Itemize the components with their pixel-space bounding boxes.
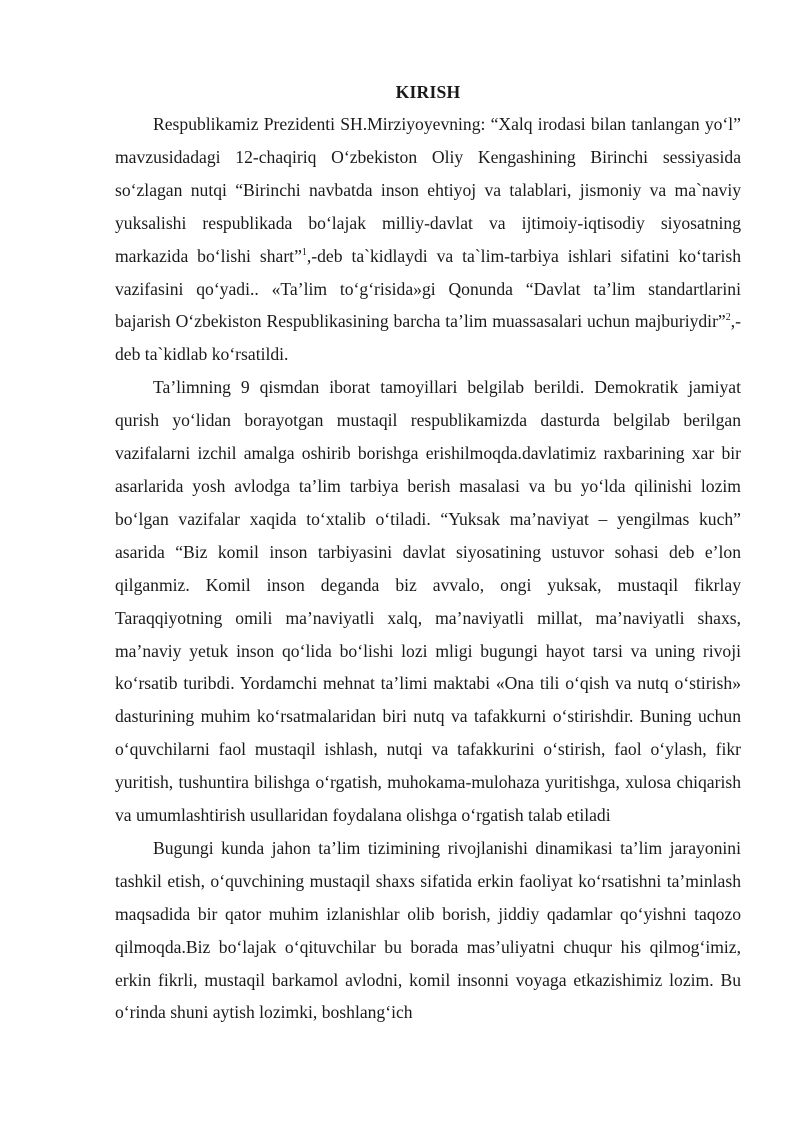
paragraph-intro — [115, 108, 741, 371]
paragraph-intro-text-b: ,-deb ta`kidlaydi va ta`lim-tarbiya ishlari sifatini ko‘tarish vazifasini qo‘yadi.. «Ta’lim to‘g‘risida»gi Qonunda “Davlat ta’lim standartlarini bajarish O‘zbekiston Respublikasining barcha ta’lim muassasalari uchun majburiydir” — [115, 245, 741, 332]
page-title: KIRISH — [395, 82, 461, 102]
paragraph-intro-text-c: ,- deb ta`kidlab ko‘rsatildi. — [115, 311, 741, 365]
footnote-ref-2[interactable]: 2 — [725, 312, 731, 324]
paragraph-intro-text-a: Respublikamiz Prezidenti SH.Mirziyoyevning: “Xalq irodasi bilan tanlangan yo‘l” mavzusidadagi 12-chaqiriq O‘zbekiston Oliy Kengashining Birinchi sessiyasida so‘zlagan nutqi “Birinchi navbatda inson ehtiyoj va talablari, jismoniy va ma`naviy yuksalishi respublikada bo‘lajak milliy-davlat va ijtimoiy-iqtisodiy siyosatning markazida bo‘lishi shart” — [115, 114, 741, 266]
document-page — [115, 76, 741, 1029]
paragraph-today: Bugungi kunda jahon ta’lim tizimining rivojlanishi dinamikasi ta’lim jarayonini tashkil etish, o‘quvchining mustaqil shaxs sifatida erkin faoliyat ko‘rsatishni ta’minlash maqsadida bir qator muhim izlanishlar olib borish, jiddiy qadamlar qo‘yishni taqozo qilmoqda.Biz bo‘lajak o‘qituvchilar bu borada mas’uliyatni chuqur his qilmog‘imiz, erkin fikrli, mustaqil barkamol avlodni, komil insonni voyaga etkazishimiz lozim. Bu o‘rinda shuni aytish lozimki, boshlang‘ich — [115, 837, 741, 1023]
footnote-ref-1[interactable]: 1 — [301, 246, 307, 258]
paragraph-principles: Ta’limning 9 qismdan iborat tamoyillari belgilab berildi. Demokratik jamiyat qurish yo‘lidan borayotgan mustaqil respublikamizda dasturda belgilab berilgan vazifalarni izchil amalga oshirib borishga erishilmoqda.davlatimiz raxbarining xar bir asarlarida yosh avlodga ta’lim tarbiya berish masalasi va bu yo‘lda qilinishi lozim bo‘lgan vazifalar xaqida to‘xtalib o‘tiladi. “Yuksak ma’naviyat – yengilmas kuch” asarida “Biz komil inson tarbiyasini davlat siyosatining ustuvor sohasi deb e’lon qilganmiz. Komil inson deganda biz avvalo, ongi yuksak, mustaqil fikrlay Taraqqiyotning omili ma’naviyatli xalq, ma’naviyatli millat, ma’naviyatli shaxs, ma’naviy yetuk inson qo‘lida bo‘lishi lozi mligi bugungi hayot tarsi va uning rivoji ko‘rsatib turibdi. Yordamchi mehnat ta’limi maktabi «Ona tili o‘qish va nutq o‘stirish» dasturining muhim ko‘rsatmalaridan biri nutq va tafakkurni o‘stirishdir. Buning uchun o‘quvchilarni faol mustaqil ishlash, nutqi va tafakkurini o‘stirish, faol o‘ylash, fikr yuritish, tushuntira bilishga o‘rgatish, muhokama-mulohaza yuritishga, xulosa chiqarish va umumlashtirish usullaridan foydalana olishga o‘rgatish talab etiladi — [115, 377, 741, 826]
